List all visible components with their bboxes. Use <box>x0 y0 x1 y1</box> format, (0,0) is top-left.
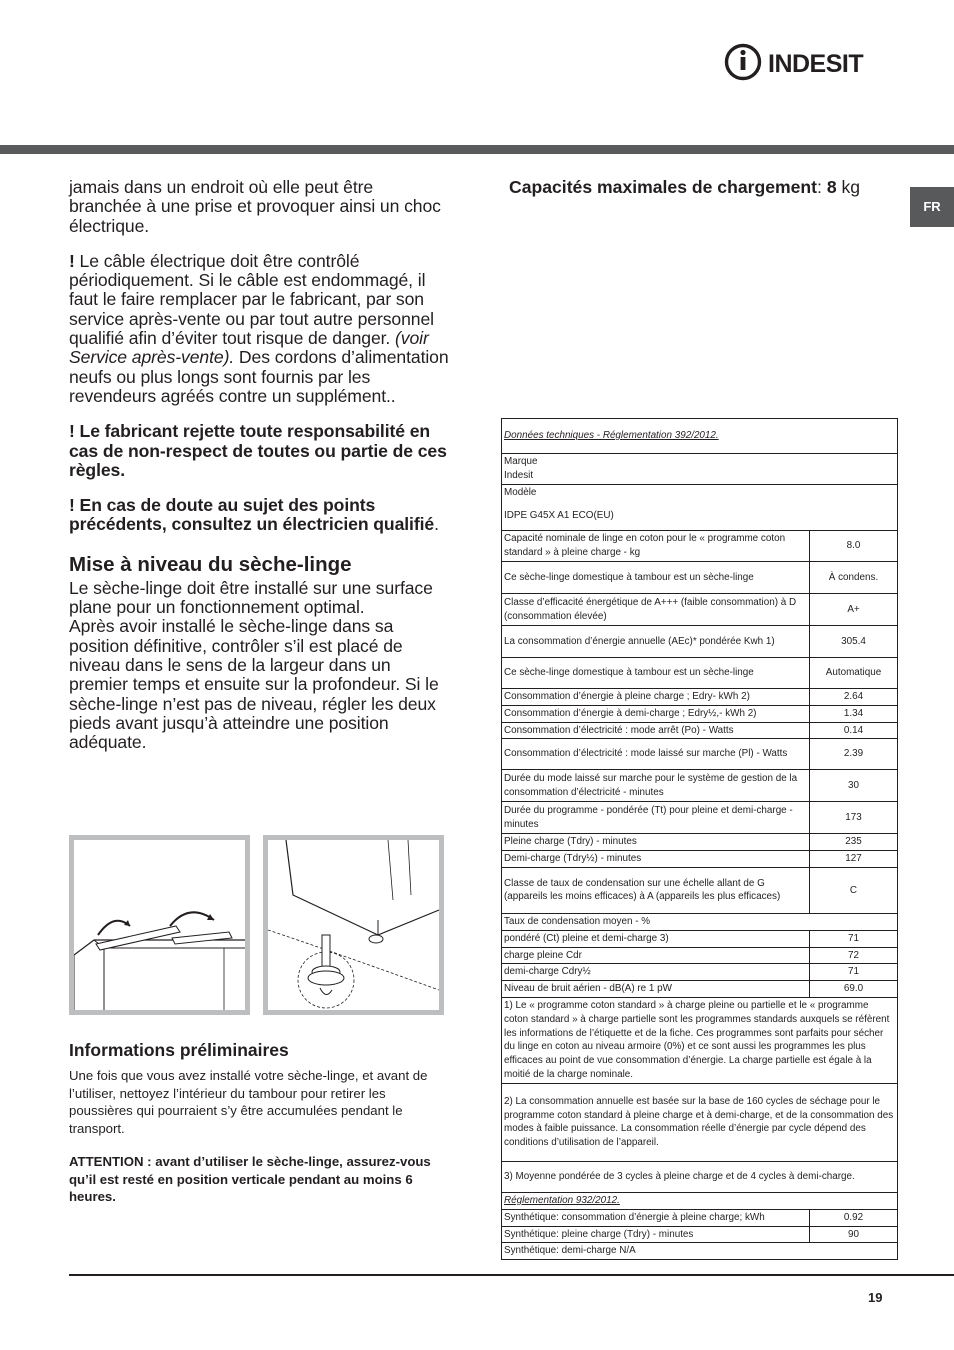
table-row <box>502 947 898 964</box>
table-cell-value: 90 <box>810 1226 898 1243</box>
table-row-model: Modèle IDPE G45X A1 ECO(EU) <box>502 485 898 531</box>
table-cell-label: Consommation d’électricité : mode arrêt (Po) - Watts <box>502 722 810 739</box>
figure-level-width <box>69 835 250 1015</box>
table-row <box>502 851 898 868</box>
table-note-3 <box>502 1161 898 1192</box>
warning-mark: ! <box>69 421 75 442</box>
level-on-dryer-illustration <box>74 840 245 1010</box>
brand-name: INDESIT <box>768 50 864 78</box>
language-tab: FR <box>910 187 954 227</box>
attention-note: ATTENTION : avant d’utiliser le sèche-linge, assurez-vous qu’il est resté en position verticale pendant au moins 6 heures. <box>69 1154 431 1204</box>
table-cell-label: Ce sèche-linge domestique à tambour est un sèche-linge <box>502 562 810 594</box>
table-cell-value: 2.64 <box>810 689 898 706</box>
table-cell-full: 1) Le « programme coton standard » à charge pleine ou partielle et le « programme coton standard » à charge partielle sont les programmes standards auxquels se réfèrent les informations de l’étiquette et de la fiche. Ces programmes sont parfaits pour sécher du linge en coton au niveau armoire (0%) et ce sont aussi les programmes les plus efficaces au point de vue consommation d’énergie. La charge partielle est égale à la moitié de la charge nominale. <box>502 997 898 1083</box>
table-cell-value: 2.39 <box>810 739 898 770</box>
header-rule <box>0 145 954 154</box>
table-cell-label: Capacité nominale de linge en coton pour le « programme coton standard » à pleine charge - kg <box>502 531 810 562</box>
paragraph-leveling-2: Après avoir installé le sèche-linge dans sa position définitive, contrôler s’il est placé de niveau dans le sens de la largeur dans un premier temps et ensuite sur la profondeur. Si le sèche-linge n’est pas de niveau, régler les deux pieds avant jusqu’à atteindre une position adéquate. <box>69 616 439 753</box>
table-cell-value: 235 <box>810 834 898 851</box>
table-cell-value: 0.14 <box>810 722 898 739</box>
table-cell-label: Demi-charge (Tdry½) - minutes <box>502 851 810 868</box>
table-subheader-regulation <box>502 1192 898 1209</box>
indesit-logo <box>724 40 890 84</box>
table-row <box>502 594 898 626</box>
table-cell-label: Classe d’efficacité énergétique de A+++ (faible consommation) à D (consommation élevée) <box>502 594 810 626</box>
table-note-1 <box>502 997 898 1083</box>
table-cell-value: C <box>810 867 898 913</box>
table-cell-label: Durée du mode laissé sur marche pour le système de gestion de la consommation d’électricité - minutes <box>502 770 810 802</box>
table-cell-label: Synthétique: consommation d’énergie à pleine charge; kWh <box>502 1209 810 1226</box>
table-row <box>502 562 898 594</box>
table-cell-label: Consommation d’énergie à demi-charge ; Edry½,- kWh 2) <box>502 705 810 722</box>
table-row <box>502 770 898 802</box>
table-cell-value: 30 <box>810 770 898 802</box>
table-row <box>502 1226 898 1243</box>
adjustable-foot-illustration <box>268 840 439 1010</box>
table-row <box>502 964 898 981</box>
table-row <box>502 658 898 689</box>
table-cell-full: 2) La consommation annuelle est basée sur la base de 160 cycles de séchage pour le programme coton standard à pleine charge et à demi-charge, et de la consommation des modes à faible puissance. La consommation réelle d’énergie par cycle dépend des conditions d’utilisation de l’appareil. <box>502 1083 898 1161</box>
table-cell-value: 8.0 <box>810 531 898 562</box>
table-cell-full: Synthétique: demi-charge N/A <box>502 1243 898 1260</box>
table-cell-label: Durée du programme - pondérée (Tt) pour pleine et demi-charge - minutes <box>502 802 810 834</box>
paragraph-electric-shock: jamais dans un endroit où elle peut être branchée à une prise et provoquer ainsi un choc électrique. <box>69 177 441 236</box>
paragraph-liability: ! Le fabricant rejette toute responsabilité en cas de non-respect de toutes ou partie de ces règles. <box>69 421 447 480</box>
table-cell-label: Synthétique: pleine charge (Tdry) - minutes <box>502 1226 810 1243</box>
table-row <box>502 867 898 913</box>
table-row-condensation-title <box>502 913 898 930</box>
table-row-last <box>502 1243 898 1260</box>
max-capacity-line: Capacités maximales de chargement: 8 kg <box>509 177 861 197</box>
table-cell-label: pondéré (Ct) pleine et demi-charge 3) <box>502 930 810 947</box>
table-cell-value: 0.92 <box>810 1209 898 1226</box>
table-cell-label: La consommation d’énergie annuelle (AEc)* pondérée Kwh 1) <box>502 626 810 658</box>
table-row <box>502 626 898 658</box>
table-cell-full: Réglementation 932/2012. <box>502 1192 898 1209</box>
table-cell-label: demi-charge Cdry½ <box>502 964 810 981</box>
table-cell-value: À condens. <box>810 562 898 594</box>
section-title-preliminary: Informations préliminaires <box>69 1040 289 1060</box>
table-row <box>502 531 898 562</box>
table-cell-value: 69.0 <box>810 981 898 998</box>
paragraph-preliminary: Une fois que vous avez installé votre sèche-linge, et avant de l’utiliser, nettoyez l’intérieur du tambour pour retirer les poussières qui pourraient s’y être accumulées pendant le transport. <box>69 1068 428 1136</box>
table-cell-value: 173 <box>810 802 898 834</box>
table-row <box>502 689 898 706</box>
table-row <box>502 739 898 770</box>
table-cell-label: Consommation d’électricité : mode laissé sur marche (Pl) - Watts <box>502 739 810 770</box>
table-row <box>502 1209 898 1226</box>
table-cell-value: A+ <box>810 594 898 626</box>
table-cell-value: 72 <box>810 947 898 964</box>
table-cell-label: Niveau de bruit aérien - dB(A) re 1 pW <box>502 981 810 998</box>
table-row-brand: Marque Indesit <box>502 454 898 485</box>
table-row <box>502 930 898 947</box>
table-row <box>502 802 898 834</box>
table-cell-label: Consommation d’énergie à pleine charge ; Edry- kWh 2) <box>502 689 810 706</box>
table-note-2 <box>502 1083 898 1161</box>
table-cell-value: Automatique <box>810 658 898 689</box>
table-cell-value: 305.4 <box>810 626 898 658</box>
warning-mark: ! <box>69 250 75 271</box>
table-cell-value: 1.34 <box>810 705 898 722</box>
table-cell-label: Ce sèche-linge domestique à tambour est un sèche-linge <box>502 658 810 689</box>
left-column <box>69 178 449 768</box>
table-row <box>502 722 898 739</box>
page-number: 19 <box>868 1290 883 1305</box>
technical-data-table <box>501 418 898 1260</box>
table-cell-full: Taux de condensation moyen - % <box>502 913 898 930</box>
table-header-row: Données techniques - Réglementation 392/2012. <box>502 419 898 454</box>
section-title-leveling: Mise à niveau du sèche-linge <box>69 552 352 576</box>
warning-mark: ! <box>69 495 75 516</box>
preliminary-info-section <box>69 1039 441 1222</box>
footer-rule <box>69 1274 954 1276</box>
paragraph-leveling-1: Le sèche-linge doit être installé sur une surface plane pour un fonctionnement optimal. <box>69 577 433 618</box>
paragraph-doubt: ! En cas de doute au sujet des points précédents, consultez un électricien qualifié. <box>69 495 439 535</box>
table-row <box>502 705 898 722</box>
table-cell-label: charge pleine Cdr <box>502 947 810 964</box>
table-cell-value: 127 <box>810 851 898 868</box>
table-row <box>502 981 898 998</box>
table-cell-label: Classe de taux de condensation sur une échelle allant de G (appareils les moins efficaces) à A (appareils les plus efficaces) <box>502 867 810 913</box>
table-row <box>502 834 898 851</box>
table-cell-full: 3) Moyenne pondérée de 3 cycles à pleine charge et de 4 cycles à demi-charge. <box>502 1161 898 1192</box>
table-cell-label: Pleine charge (Tdry) - minutes <box>502 834 810 851</box>
figure-adjust-feet <box>263 835 444 1015</box>
table-cell-value: 71 <box>810 930 898 947</box>
table-cell-value: 71 <box>810 964 898 981</box>
paragraph-cable: ! Le câble électrique doit être contrôlé périodiquement. Si le câble est endommagé, il faut le faire remplacer par le fabricant, par son service après-vente ou par tout autre personnel qualifié afin d’éviter tout risque de danger. (voir Service après-vente). Des cordons d’alimentation neufs ou plus longs sont fournis par les revendeurs agréés contre un supplément.. <box>69 250 449 406</box>
